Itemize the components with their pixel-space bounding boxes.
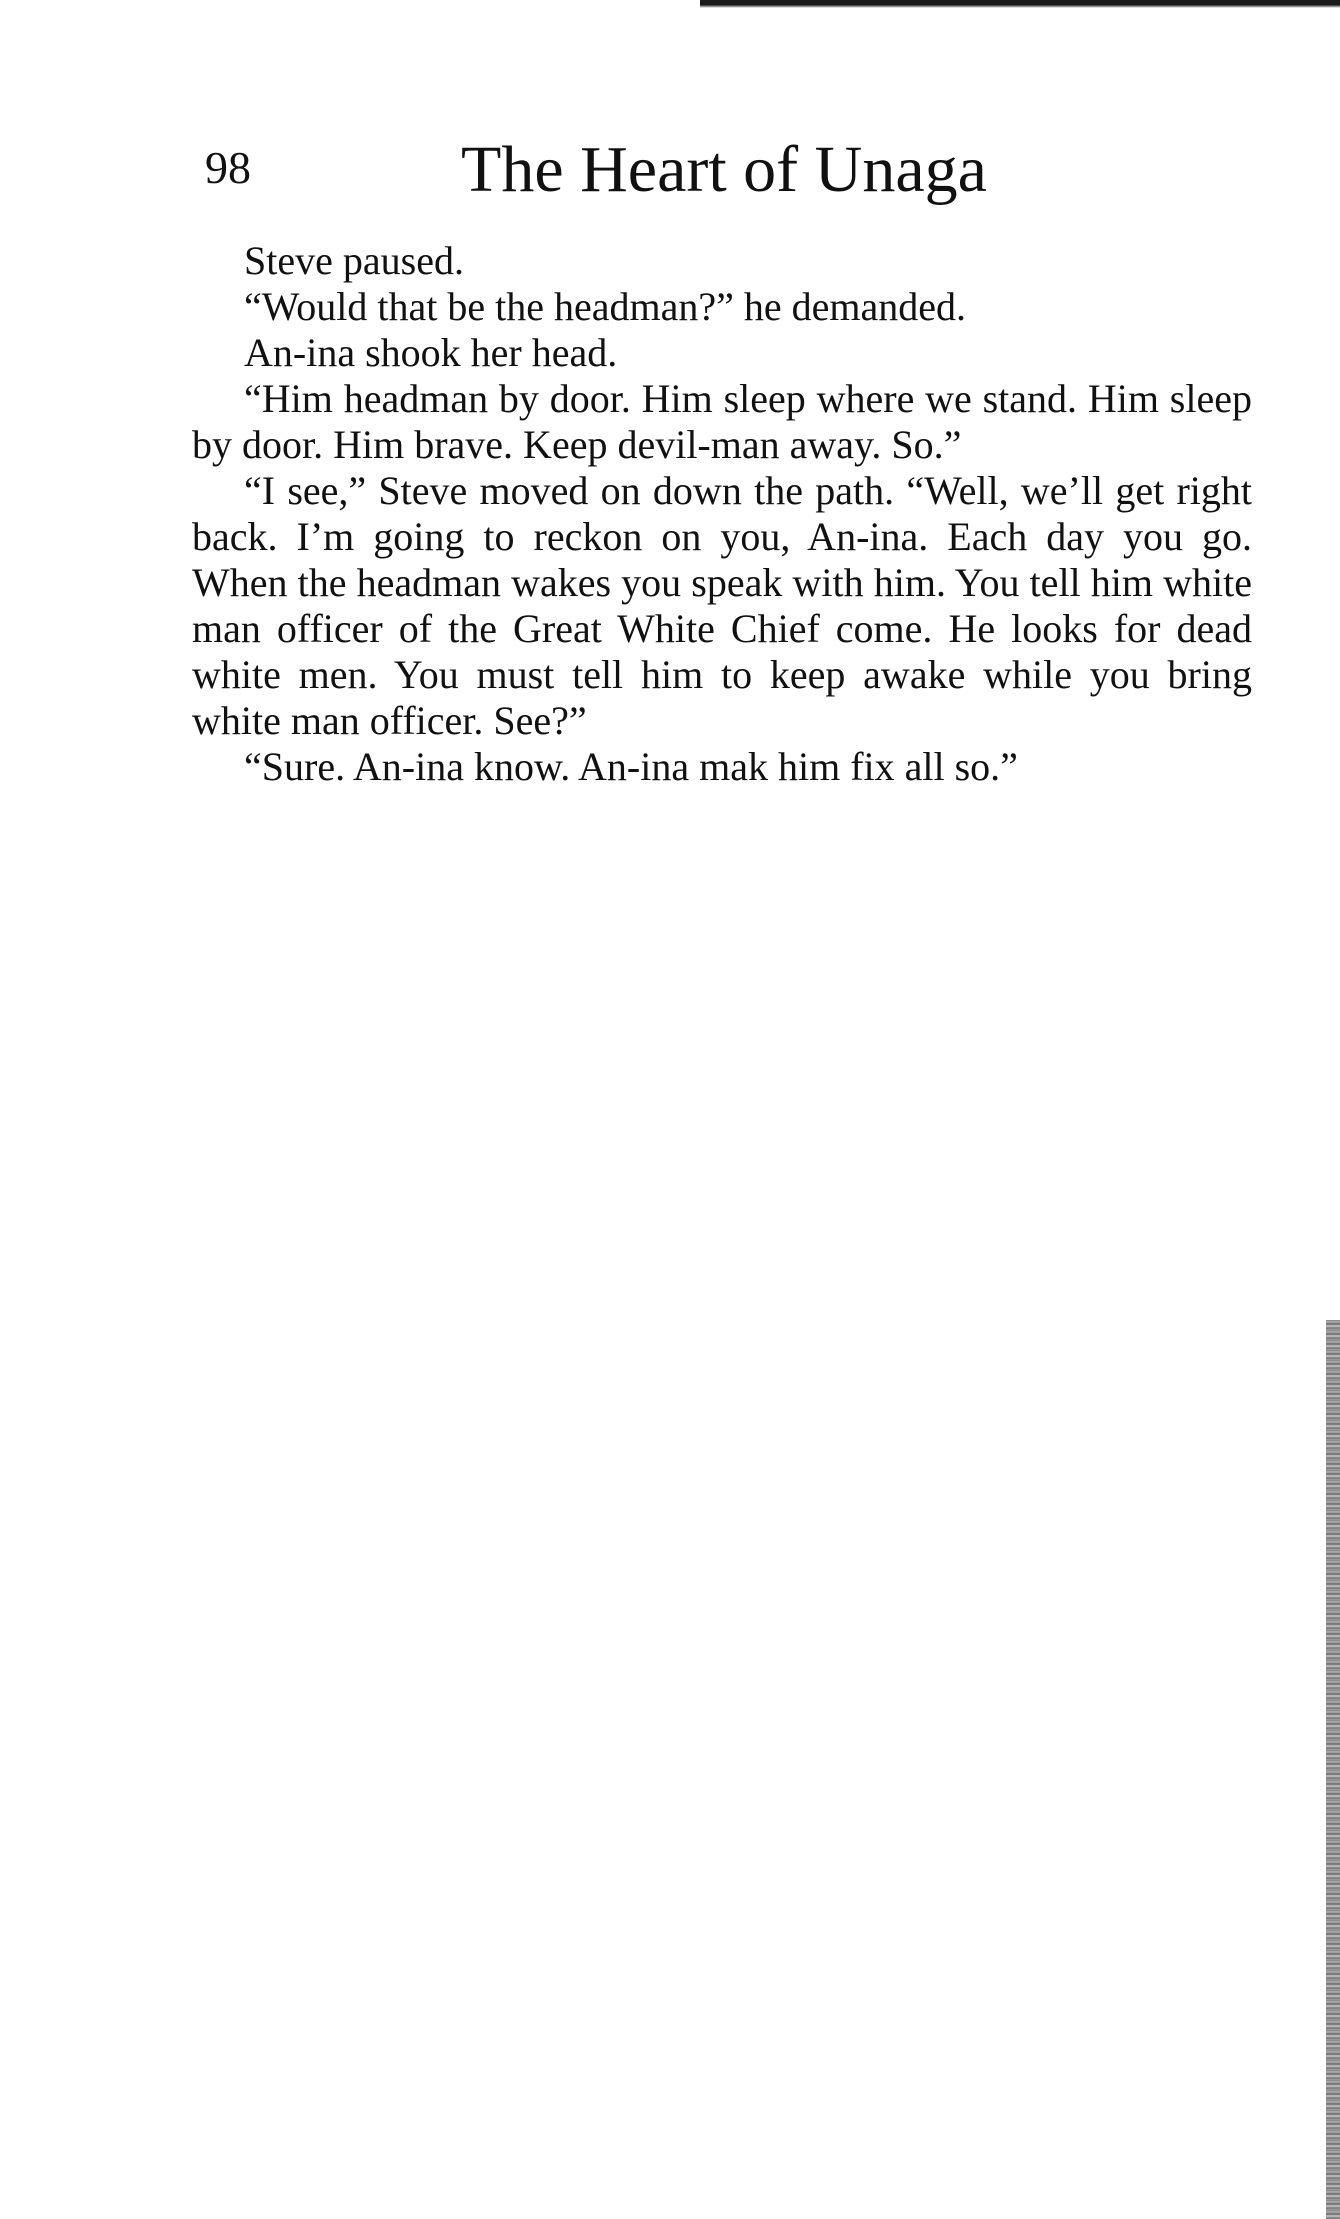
paragraph: Steve paused. <box>244 238 464 283</box>
paragraph: “Him headman by door. Him sleep where we stand. Him sleep by door. Him brave. Keep devil-man away. So.” <box>192 376 1252 467</box>
page-number: 98 <box>205 142 251 193</box>
paragraph: “Sure. An-ina know. An-ina mak him fix all so.” <box>244 744 1018 789</box>
paragraph: An-ina shook her head. <box>244 330 618 375</box>
page-spine-edge <box>1326 1320 1340 2219</box>
page-top-edge-shadow <box>700 0 1340 8</box>
page-header <box>205 132 1035 212</box>
running-title: The Heart of Unaga <box>461 133 987 206</box>
paragraph: “I see,” Steve moved on down the path. “Well, we’ll get right back. I’m going to reckon on you, An-ina. Each day you go. When the headman wakes you speak with him. You tell him white man officer of the Great White Chief come. He looks for dead white men. You must tell him to keep awake while you bring white man officer. See?” <box>192 468 1252 743</box>
paragraph: “Would that be the headman?” he demanded. <box>244 284 967 329</box>
body-text <box>192 238 1252 790</box>
